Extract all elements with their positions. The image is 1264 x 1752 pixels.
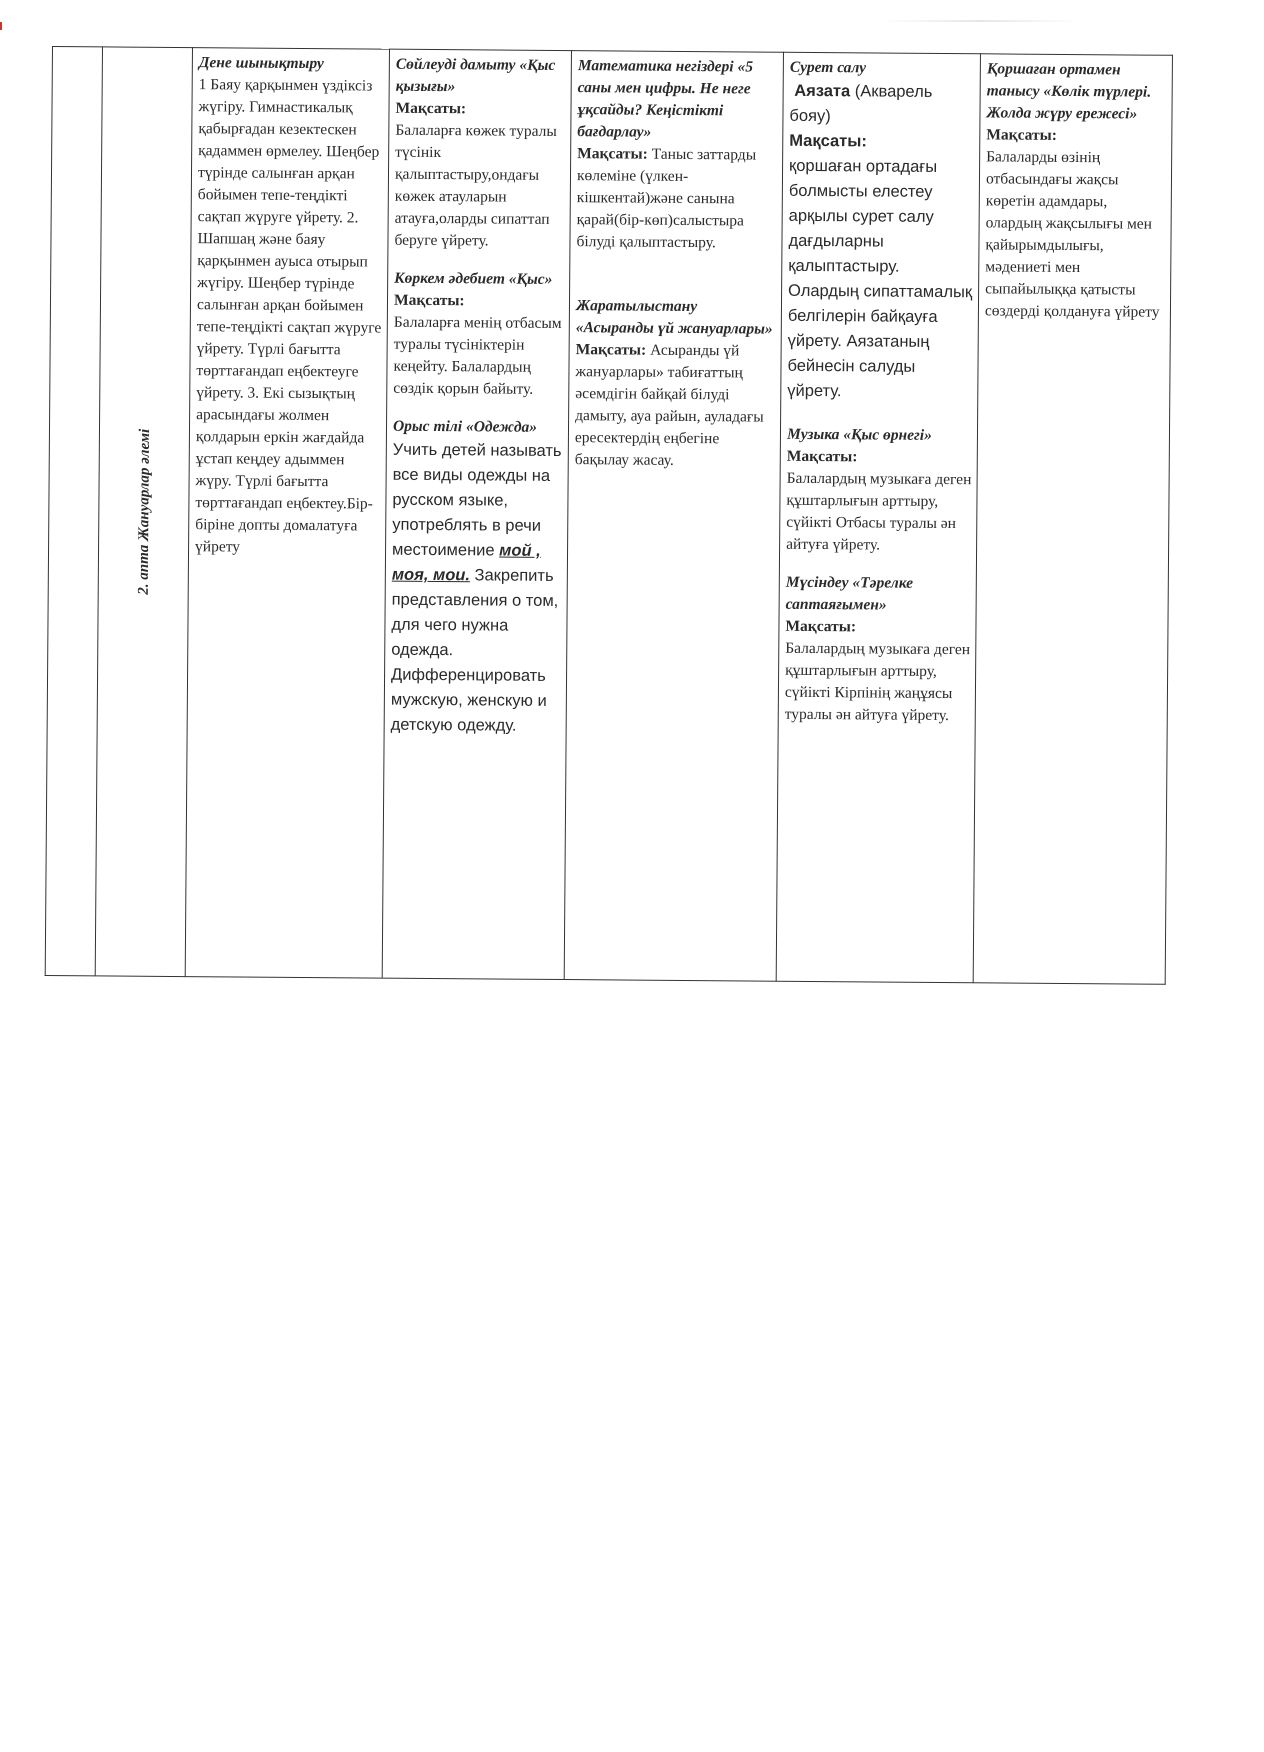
goal-text: Асыранды үй жануарлары» табиғаттың әсемдігін байқай білуді дамыту, ауа райын, ауладағы ересектердің еңбегіне бақылау жасау. xyxy=(574,341,764,469)
cell-text: қоршаған ортадағы болмысты елестеу арқылы сурет салу дағдыларны қалыптастыру. Олардың сипаттамалық белгілерін байқауға үйрету. Аязатаның бейнесін салуды үйрету. xyxy=(787,156,973,401)
subject-title: Сурет салу xyxy=(789,58,867,77)
cell-text: 1 Баяу қарқынмен үздіксіз жүгіру. Гимнастикалық қабырғадан кезектескен қадаммен өрмелеу. Шеңбер түрінде салынған арқан бойымен тепе-теңдікті сақтап жүруге үйрету. 2. Шапшаң және баяу қарқынмен ауыса отырып жүгіру. Шеңбер түрінде салынған арқан бойымен тепе-теңдікті сақтап жүруге үйрету. Түрлі бағытта төрттағандап еңбектеуге үйрету. 3. Екі сызықтың арасындағы жолмен қолдарын еркін жағдайда ұстап кеңдеу адыммен жүру. Түрлі бағытта төрттағандап еңбектеу.Бір-біріне допты домалатуға үйрету xyxy=(195,76,382,556)
cell-drawing xyxy=(776,52,980,983)
goal-label: Мақсаты: xyxy=(577,145,648,163)
goal-label: Мақсаты: xyxy=(785,617,857,636)
cell-text: Балаларға менің отбасым туралы түсініктерін кеңейту. Балалардың сөздік қорын байыту. xyxy=(393,313,562,398)
cell-text: Балаларға көжек туралы түсінік қалыптастыру,ондағы көжек атауларын атауға,оларды сипаттап беруге үйрету. xyxy=(394,121,557,250)
cell-math xyxy=(564,51,783,982)
cell-text: Балалардың музыкаға деген құштарлығын арттыру, сүйікті Кірпінің жаңұясы туралы ән айтуға үйрету. xyxy=(784,639,971,725)
drawing-title xyxy=(789,79,974,130)
subject-title: Музыка «Қыс өрнегі» xyxy=(786,425,932,444)
goal-label: Мақсаты: xyxy=(789,131,867,151)
goal-label: Мақсаты: xyxy=(395,99,467,118)
goal-text: Таныс заттарды көлеміне (үлкен-кішкентай)және санына қарай(бір-көп)салыстыра білуді қалыптастыру. xyxy=(576,145,757,252)
subject-title: Мүсіндеу «Тәрелке саптаяғымен» xyxy=(785,573,914,614)
cell-text xyxy=(575,339,776,473)
cell-speech-development xyxy=(382,49,571,979)
cell-text: Балаларды өзінің отбасындағы жақсы көретін адамдары, олардың жақсылығы мен қайырымдылығы, мәдениеті мен сыпайылыққа қатысты сөздерді қолдануға үйрету xyxy=(984,148,1160,321)
russian-text-a: Учить детей называть все виды одежды на русском языке, употреблять в речи местоимение xyxy=(391,440,562,560)
cell-text: Балалардың музыкаға деген құштарлығын арттыру, сүйікті Отбасы туралы ән айтуға үйрету. xyxy=(786,469,972,554)
russian-text-b: Закрепить представления о том, для чего нужна одежда. Дифференцировать мужскую, женскую и детскую одежду. xyxy=(390,566,559,735)
blank-column xyxy=(45,47,102,976)
subject-title: Қоршаған ортамен танысу «Көлік түрлері. Жолда жүру ережесі» xyxy=(986,60,1152,123)
goal-label: Мақсаты: xyxy=(786,447,858,466)
subject-title: Математика негіздері «5 саны мен цифры. Не неге ұқсайды? Кеңістікті бағдарлау» xyxy=(577,57,754,141)
goal-label: Мақсаты: xyxy=(393,291,465,310)
russian-text xyxy=(391,438,563,739)
drawing-medium: (Акварель бояу) xyxy=(789,82,933,126)
scan-artifact xyxy=(880,20,1080,22)
goal-label: Мақсаты: xyxy=(986,126,1058,144)
subject-title: Орыс тілі «Одежда» xyxy=(392,417,538,436)
subject-title: Көркем әдебиет «Қыс» xyxy=(394,269,553,288)
cell-physical-education xyxy=(185,48,389,979)
subject-title: Дене шынықтыру xyxy=(198,54,324,73)
subject-title: Сөйлеуді дамыту «Қыс қызығы» xyxy=(395,55,556,96)
cell-environment xyxy=(973,54,1172,984)
goal-label: Мақсаты: xyxy=(575,341,647,359)
drawing-name: Аязата xyxy=(794,81,851,101)
lesson-plan-table xyxy=(45,46,1173,985)
cell-text xyxy=(576,143,777,255)
week-cell xyxy=(95,47,192,977)
table-row xyxy=(45,47,1172,985)
week-label: 2. апта Жануарлар әлемі xyxy=(135,428,153,595)
pronouns: мой , моя, мои. xyxy=(391,541,541,585)
scan-mark xyxy=(0,22,2,30)
subject-title: Жаратылыстану «Асыранды үй жануарлары» xyxy=(575,297,773,338)
